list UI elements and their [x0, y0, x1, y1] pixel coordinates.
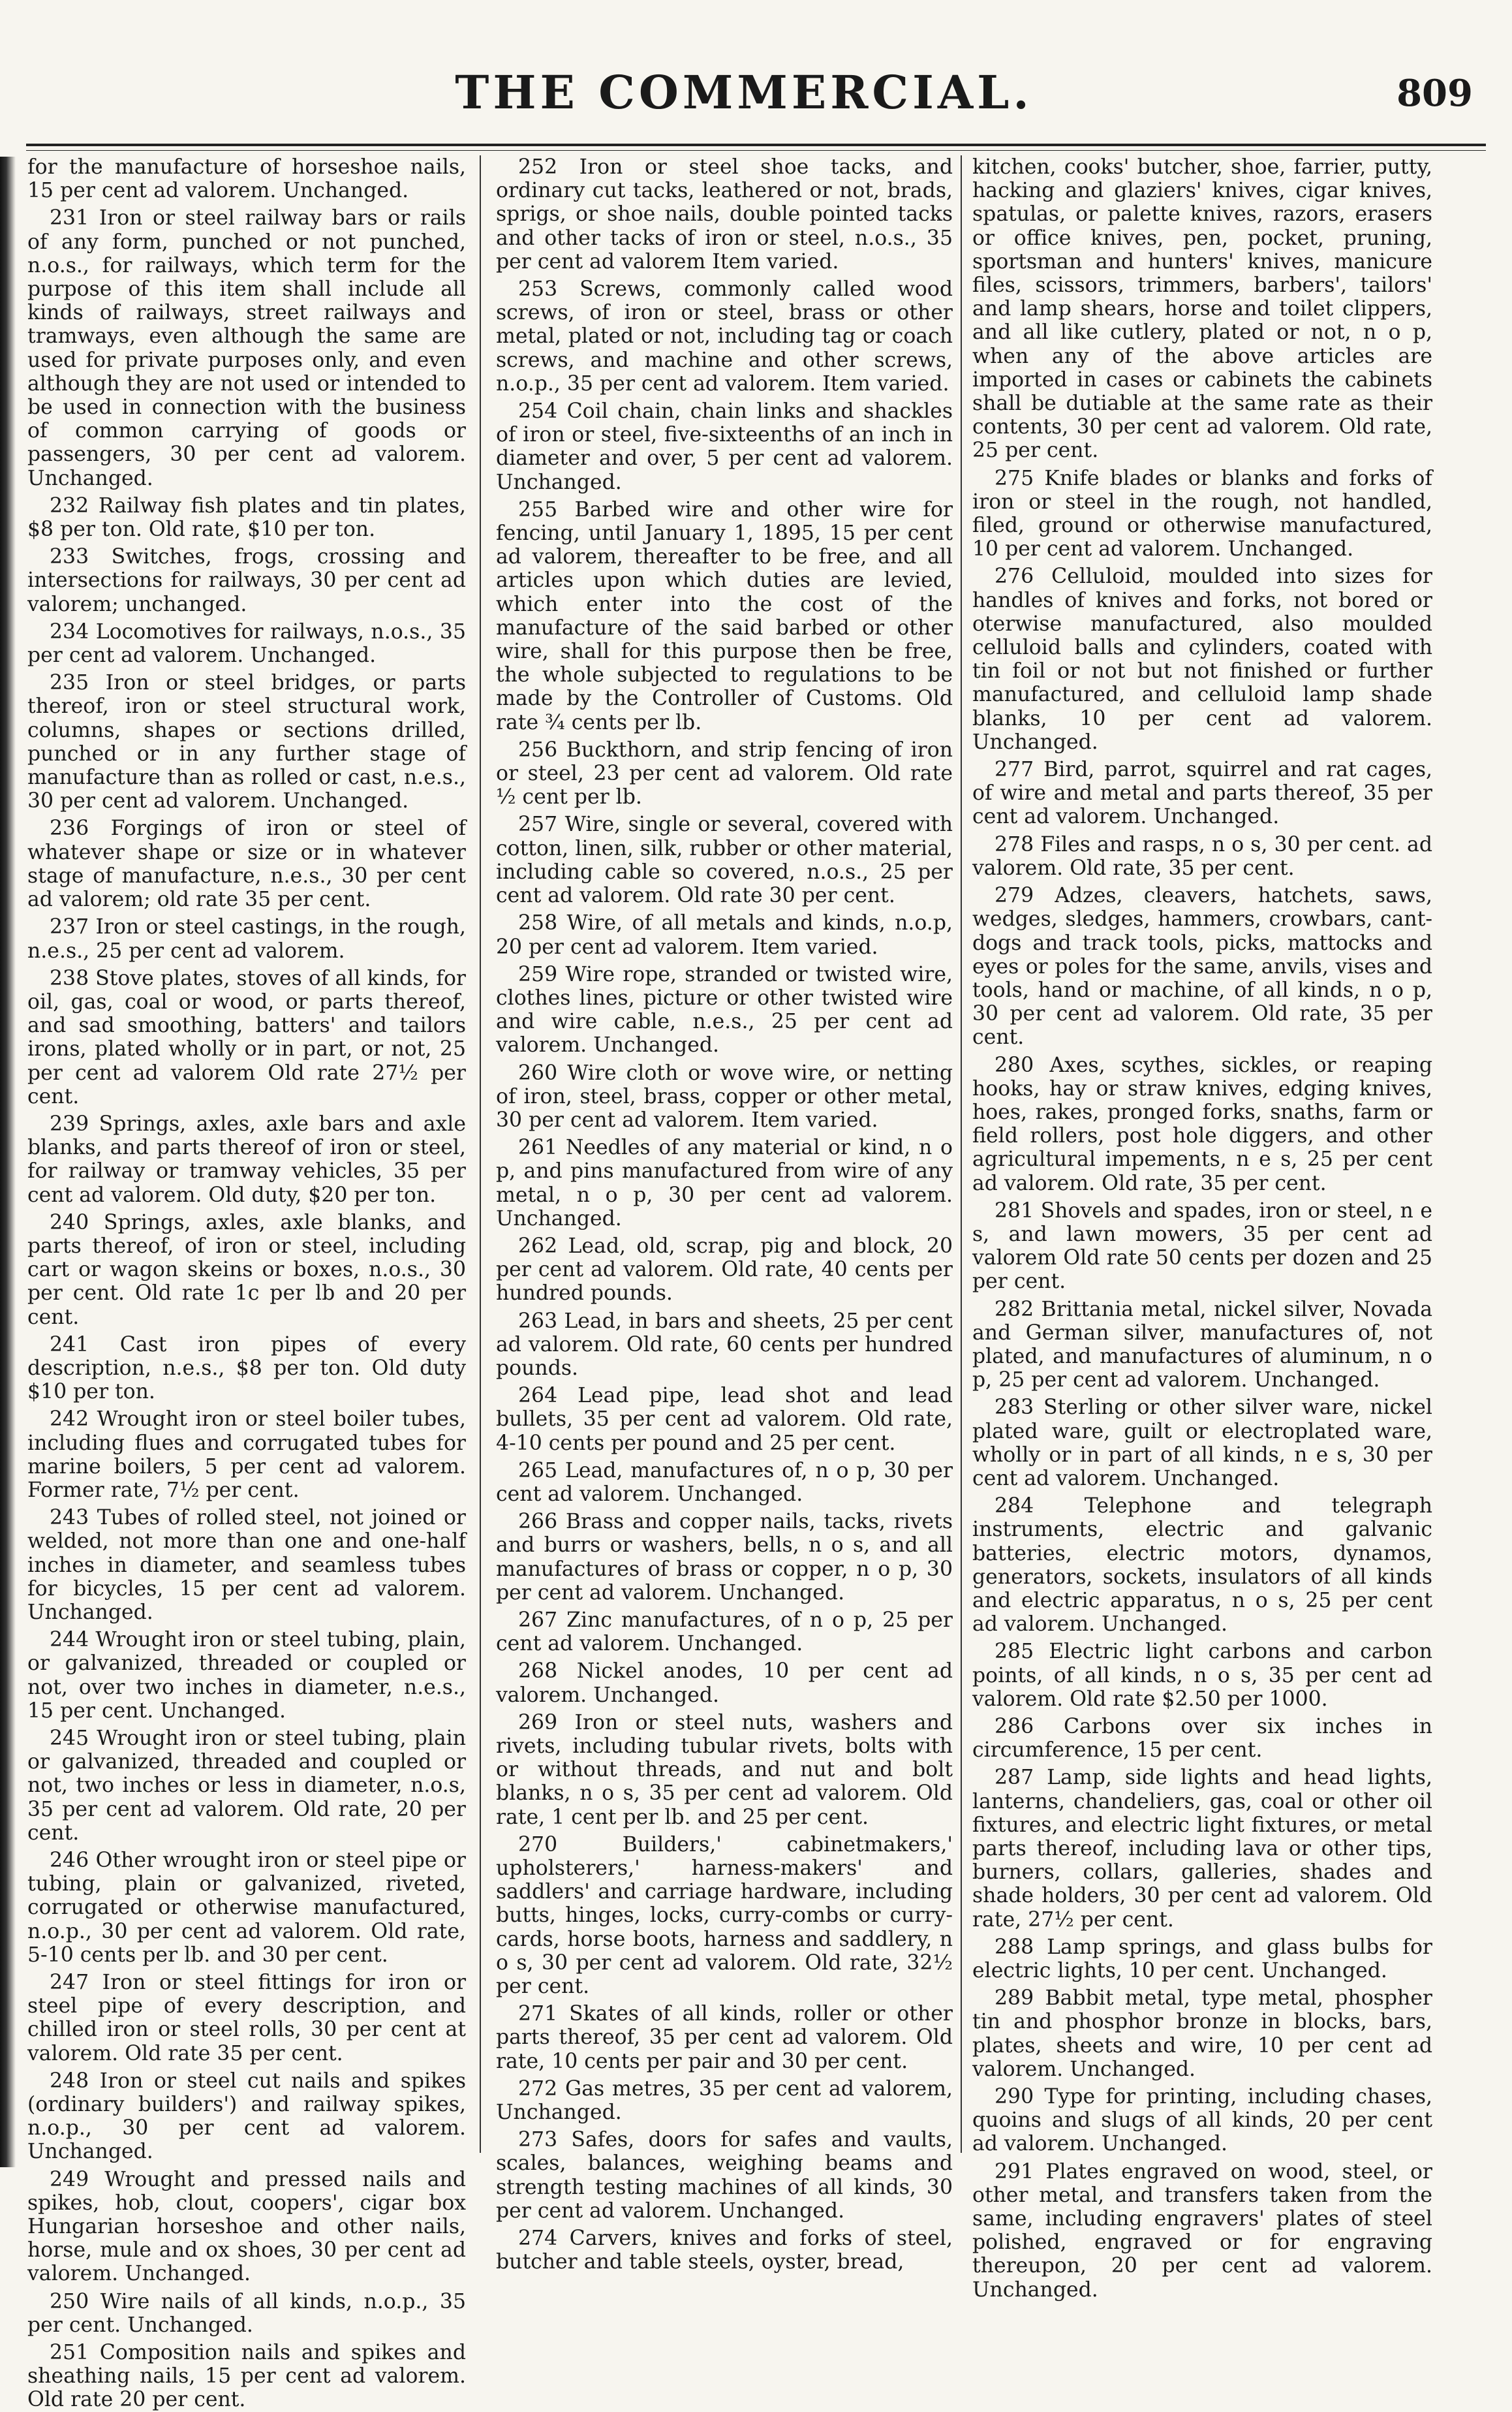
header-rule-thin [26, 150, 1486, 151]
tariff-item: 249 Wrought and pressed nails and spikes, hob, clout, coopers', cigar box Hungarian horseshoe and other nails, horse, mule and ox shoes, 30 per cent ad valorem. Unchanged. [27, 2167, 466, 2286]
tariff-item: for the manufacture of horseshoe nails, 15 per cent ad valorem. Unchanged. [27, 155, 466, 203]
tariff-item: 240 Springs, axles, axle blanks, and parts thereof, of iron or steel, including cart or wagon skeins or boxes, n.o.s., 30 per cent. Old rate 1c per lb and 20 per cent. [27, 1210, 466, 1329]
tariff-item: 231 Iron or steel railway bars or rails of any form, punched or not punched, n.o.s., for railways, which term for the purpose of this item shall include all kinds of railways, street railways and tramways, even although the same are used for private purposes only, and even although they are not used or intended to be used in connection with the business of common carrying of goods or passengers, 30 per cent ad valorem. Unchanged. [27, 206, 466, 490]
page-header [0, 65, 1512, 137]
tariff-item: 286 Carbons over six inches in circumference, 15 per cent. [972, 1715, 1432, 1762]
tariff-item: 275 Knife blades or blanks and forks of iron or steel in the rough, not handled, filed, ground or otherwise manufactured, 10 per cent ad valorem. Unchanged. [972, 466, 1432, 561]
tariff-item: 290 Type for printing, including chases, quoins and slugs of all kinds, 20 per cent ad valorem. Unchanged. [972, 2085, 1432, 2156]
tariff-item: 287 Lamp, side lights and head lights, lanterns, chandeliers, gas, coal or other oil fixtures, and electric light fixtures, or metal parts thereof, including lava or other tips, burners, collars, galleries, shades and shade holders, 30 per cent ad valorem. Old rate, 27½ per cent. [972, 1766, 1432, 1932]
tariff-item: 278 Files and rasps, n o s, 30 per cent. ad valorem. Old rate, 35 per cent. [972, 832, 1432, 880]
tariff-item: 245 Wrought iron or steel tubing, plain or galvanized, threaded and coupled or not, two inches or less in diameter, n.o.s, 35 per cent ad valorem. Old rate, 20 per cent. [27, 1727, 466, 1845]
tariff-item: 258 Wire, of all metals and kinds, n.o.p, 20 per cent ad valorem. Item varied. [496, 911, 953, 959]
column-1 [27, 155, 466, 2412]
tariff-item: 267 Zinc manufactures, of n o p, 25 per cent ad valorem. Unchanged. [496, 1608, 953, 1656]
header-rule [26, 144, 1486, 146]
tariff-item: 241 Cast iron pipes of every description, n.e.s., $8 per ton. Old duty $10 per ton. [27, 1332, 466, 1404]
tariff-item: 255 Barbed wire and other wire for fencing, until January 1, 1895, 15 per cent ad valorem, thereafter to be free, and all articles upon which duties are levied, which enter into the cost of the manufacture of the said barbed or other wire, shall for this purpose then be free, the whole subjected to regulations to be made by the Controller of Customs. Old rate ¾ cents per lb. [496, 497, 953, 734]
tariff-item: 259 Wire rope, stranded or twisted wire, clothes lines, picture or other twisted wire and wire cable, n.e.s., 25 per cent ad valorem. Unchanged. [496, 962, 953, 1057]
binding-shadow [0, 157, 16, 2167]
tariff-item: 266 Brass and copper nails, tacks, rivets and burrs or washers, bells, n o s, and all manufactures of brass or copper, n o p, 30 per cent ad valorem. Unchanged. [496, 1510, 953, 1605]
masthead-title: THE COMMERCIAL. [455, 65, 1033, 119]
tariff-item: 284 Telephone and telegraph instruments, electric and galvanic batteries, electric motors, dynamos, generators, sockets, insulators of all kinds and electric apparatus, n o s, 25 per cent ad valorem. Unchanged. [972, 1494, 1432, 1637]
tariff-item: 273 Safes, doors for safes and vaults, scales, balances, weighing beams and strength testing machines of all kinds, 30 per cent ad valorem. Unchanged. [496, 2128, 953, 2223]
tariff-item: 235 Iron or steel bridges, or parts thereof, iron or steel structural work, columns, shapes or sections drilled, punched or in any further stage of manufacture than as rolled or cast, n.e.s., 30 per cent ad valorem. Unchanged. [27, 671, 466, 813]
tariff-item: 265 Lead, manufactures of, n o p, 30 per cent ad valorem. Unchanged. [496, 1458, 953, 1506]
tariff-item: 243 Tubes of rolled steel, not joined or welded, not more than one and one-half inches in diameter, and seamless tubes for bicycles, 15 per cent ad valorem. Unchanged. [27, 1506, 466, 1624]
tariff-item: 285 Electric light carbons and carbon points, of all kinds, n o s, 35 per cent ad valorem. Old rate $2.50 per 1000. [972, 1640, 1432, 1711]
tariff-item: 289 Babbit metal, type metal, phospher tin and phosphor bronze in blocks, bars, plates, sheets and wire, 10 per cent ad valorem. Unchanged. [972, 1986, 1432, 2081]
tariff-item: 247 Iron or steel fittings for iron or steel pipe of every description, and chilled iron or steel rolls, 30 per cent at valorem. Old rate 35 per cent. [27, 1971, 466, 2065]
tariff-item: 270 Builders,' cabinetmakers,' upholsterers,' harness-makers' and saddlers' and carriage hardware, including butts, hinges, locks, curry-combs or curry-cards, horse boots, harness and saddlery, n o s, 30 per cent ad valorem. Old rate, 32½ per cent. [496, 1832, 953, 1999]
tariff-item: 257 Wire, single or several, covered with cotton, linen, silk, rubber or other material, including cable so covered, n.o.s., 25 per cent ad valorem. Old rate 30 per cent. [496, 813, 953, 908]
tariff-item: 248 Iron or steel cut nails and spikes (ordinary builders') and railway spikes, n.o.p., 30 per cent ad valorem. Unchanged. [27, 2069, 466, 2164]
tariff-item: 279 Adzes, cleavers, hatchets, saws, wedges, sledges, hammers, crowbars, cant-dogs and track tools, picks, mattocks and eyes or poles for the same, anvils, vises and tools, hand or machine, of all kinds, n o p, 30 per cent ad valorem. Old rate, 35 per cent. [972, 884, 1432, 1050]
tariff-item: 253 Screws, commonly called wood screws, of iron or steel, brass or other metal, plated or not, including tag or coach screws, and machine and other screws, n.o.p., 35 per cent ad valorem. Item varied. [496, 277, 953, 396]
tariff-item: 283 Sterling or other silver ware, nickel plated ware, guilt or electroplated ware, wholly or in part of all kinds, n e s, 30 per cent ad valorem. Unchanged. [972, 1396, 1432, 1490]
tariff-item: 251 Composition nails and spikes and sheathing nails, 15 per cent ad valorem. Old rate 20 per cent. [27, 2341, 466, 2412]
tariff-item: 246 Other wrought iron or steel pipe or tubing, plain or galvanized, riveted, corrugated or otherwise manufactured, n.o.p., 30 per cent ad valorem. Old rate, 5-10 cents per lb. and 30 per cent. [27, 1849, 466, 1967]
tariff-item: kitchen, cooks' butcher, shoe, farrier, putty, hacking and glaziers' knives, cigar knives, spatulas, or palette knives, razors, erasers or office knives, pen, pocket, pruning, sportsman and hunters' knives, manicure files, scissors, trimmers, barbers', tailors' and lamp shears, horse and toilet clippers, and all like cutlery, plated or not, n o p, when any of the above articles are imported in cases or cabinets the cabinets shall be dutiable at the same rate as their contents, 30 per cent ad valorem. Old rate, 25 per cent. [972, 155, 1432, 463]
tariff-item: 276 Celluloid, moulded into sizes for handles of knives and forks, not bored or oterwise manufactured, also moulded celluloid balls and cylinders, coated with tin foil or not but not finished or further manufactured, and celluloid lamp shade blanks, 10 per cent ad valorem. Unchanged. [972, 565, 1432, 754]
column-divider [480, 155, 481, 2153]
tariff-item: 250 Wire nails of all kinds, n.o.p., 35 per cent. Unchanged. [27, 2289, 466, 2337]
tariff-item: 263 Lead, in bars and sheets, 25 per cent ad valorem. Old rate, 60 cents per hundred pounds. [496, 1309, 953, 1380]
tariff-item: 256 Buckthorn, and strip fencing of iron or steel, 23 per cent ad valorem. Old rate ½ cent per lb. [496, 738, 953, 809]
tariff-item: 288 Lamp springs, and glass bulbs for electric lights, 10 per cent. Unchanged. [972, 1935, 1432, 1983]
tariff-item: 274 Carvers, knives and forks of steel, butcher and table steels, oyster, bread, [496, 2227, 953, 2274]
tariff-item: 268 Nickel anodes, 10 per cent ad valorem. Unchanged. [496, 1659, 953, 1707]
tariff-item: 239 Springs, axles, axle bars and axle blanks, and parts thereof of iron or steel, for railway or tramway vehicles, 35 per cent ad valorem. Old duty, $20 per ton. [27, 1112, 466, 1207]
tariff-item: 232 Railway fish plates and tin plates, $8 per ton. Old rate, $10 per ton. [27, 493, 466, 542]
tariff-item: 254 Coil chain, chain links and shackles of iron or steel, five-sixteenths of an inch in diameter and over, 5 per cent ad valorem. Unchanged. [496, 399, 953, 494]
tariff-item: 271 Skates of all kinds, roller or other parts thereof, 35 per cent ad valorem. Old rate, 10 cents per pair and 30 per cent. [496, 2002, 953, 2073]
tariff-item: 269 Iron or steel nuts, washers and rivets, including tubular rivets, bolts with or without threads, and nut and bolt blanks, n o s, 35 per cent ad valorem. Old rate, 1 cent per lb. and 25 per cent. [496, 1710, 953, 1829]
tariff-item: 260 Wire cloth or wove wire, or netting of iron, steel, brass, copper or other metal, 30 per cent ad valorem. Item varied. [496, 1061, 953, 1132]
tariff-item: 238 Stove plates, stoves of all kinds, for oil, gas, coal or wood, or parts thereof, and sad smoothing, batters' and tailors irons, plated wholly or in part, or not, 25 per cent ad valorem Old rate 27½ per cent. [27, 966, 466, 1108]
tariff-item: 234 Locomotives for railways, n.o.s., 35 per cent ad valorem. Unchanged. [27, 619, 466, 668]
page-number: 809 [1396, 72, 1473, 115]
tariff-item: 281 Shovels and spades, iron or steel, n e s, and lawn mowers, 35 per cent ad valorem Old rate 50 cents per dozen and 25 per cent. [972, 1198, 1432, 1294]
tariff-item: 277 Bird, parrot, squirrel and rat cages, of wire and metal and parts thereof, 35 per cent ad valorem. Unchanged. [972, 758, 1432, 829]
tariff-item: 233 Switches, frogs, crossing and intersections for railways, 30 per cent ad valorem; unchanged. [27, 545, 466, 616]
tariff-item: 261 Needles of any material or kind, n o p, and pins manufactured from wire of any metal, n o p, 30 per cent ad valorem. Unchanged. [496, 1136, 953, 1230]
column-2 [496, 155, 953, 2274]
tariff-item: 291 Plates engraved on wood, steel, or other metal, and transfers taken from the same, including engravers' plates of steel polished, engraved or for engraving thereupon, 20 per cent ad valorem. Unchanged. [972, 2159, 1432, 2302]
tariff-item: 237 Iron or steel castings, in the rough, n.e.s., 25 per cent ad valorem. [27, 915, 466, 963]
tariff-item: 236 Forgings of iron or steel of whatever shape or size or in whatever stage of manufacture, n.e.s., 30 per cent ad valorem; old rate 35 per cent. [27, 817, 466, 912]
tariff-item: 264 Lead pipe, lead shot and lead bullets, 35 per cent ad valorem. Old rate, 4-10 cents per pound and 25 per cent. [496, 1384, 953, 1455]
tariff-item: 244 Wrought iron or steel tubing, plain, or galvanized, threaded or coupled or not, over two inches in diameter, n.e.s., 15 per cent. Unchanged. [27, 1628, 466, 1723]
tariff-item: 262 Lead, old, scrap, pig and block, 20 per cent ad valorem. Old rate, 40 cents per hundred pounds. [496, 1234, 953, 1306]
column-divider [961, 155, 962, 2153]
tariff-item: 242 Wrought iron or steel boiler tubes, including flues and corrugated tubes for marine boilers, 5 per cent ad valorem. Former rate, 7½ per cent. [27, 1407, 466, 1502]
column-3 [972, 155, 1432, 2302]
tariff-item: 252 Iron or steel shoe tacks, and ordinary cut tacks, leathered or not, brads, sprigs, or shoe nails, double pointed tacks and other tacks of iron or steel, n.o.s., 35 per cent ad valorem Item varied. [496, 155, 953, 274]
tariff-item: 280 Axes, scythes, sickles, or reaping hooks, hay or straw knives, edging knives, hoes, rakes, pronged forks, snaths, farm or field rollers, post hole diggers, and other agricultural impements, n e s, 25 per cent ad valorem. Old rate, 35 per cent. [972, 1053, 1432, 1195]
tariff-item: 272 Gas metres, 35 per cent ad valorem, Unchanged. [496, 2076, 953, 2125]
tariff-item: 282 Brittania metal, nickel silver, Novada and German silver, manufactures of, not plated, and manufactures of aluminum, n o p, 25 per cent ad valorem. Unchanged. [972, 1297, 1432, 1392]
